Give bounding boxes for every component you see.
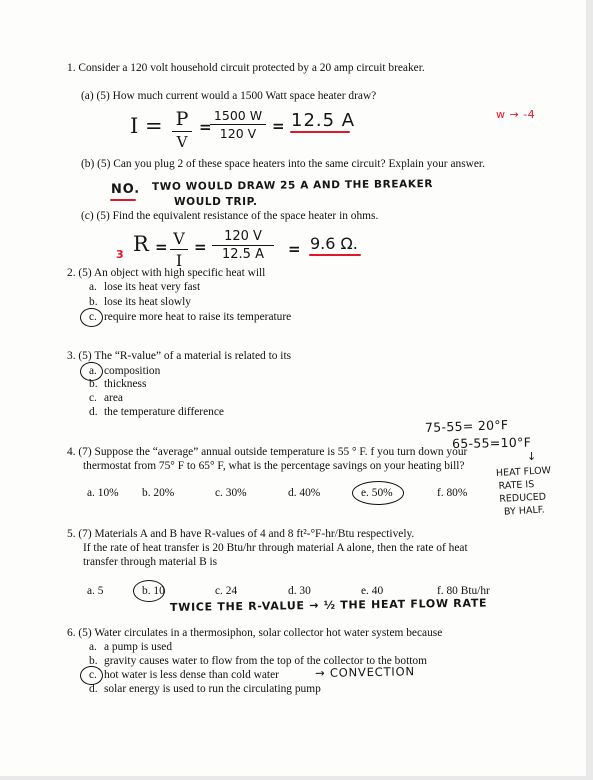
q2-option-b-text[interactable]: lose its heat slowly xyxy=(104,296,192,308)
q6-option-b-letter[interactable]: b. xyxy=(89,655,98,667)
q5-note: TWICE THE R-VALUE → ½ THE HEAT FLOW RATE xyxy=(169,596,488,614)
q2-selected-answer-circle xyxy=(80,308,103,327)
q4-option-a[interactable]: a. 10% xyxy=(87,487,119,499)
q1b-explanation-line1: TWO WOULD DRAW 25 A AND THE BREAKER xyxy=(151,178,434,193)
q4-stem-line2: thermostat from 75° F to 65° F, what is the percentage savings on your heating bill? xyxy=(83,460,465,472)
q1a-watts-over-volts xyxy=(210,108,266,141)
q6-option-a-letter[interactable]: a. xyxy=(89,641,97,653)
q1-stem: 1. Consider a 120 volt household circuit protected by a 20 amp circuit breaker. xyxy=(67,62,425,74)
q6-option-d-text[interactable]: solar energy is used to run the circulating pump xyxy=(104,683,321,695)
q4-selected-answer-circle xyxy=(352,481,404,505)
q2-option-c-text[interactable]: require more heat to raise its temperature xyxy=(104,311,292,323)
q1b-answer-no: NO. xyxy=(110,181,141,197)
q1c-resistance-symbol: R xyxy=(133,232,149,256)
q1c-answer: 9.6 Ω. xyxy=(310,234,358,253)
q5-option-c[interactable]: c. 24 xyxy=(215,585,238,597)
q1c-score-mark: 3 xyxy=(116,248,124,261)
q6-note: → CONVECTION xyxy=(314,664,415,680)
q3-option-b-text[interactable]: thickness xyxy=(104,378,147,390)
q1a-watts: 1500 W xyxy=(213,108,263,123)
q1c-voltage-symbol: V xyxy=(173,229,185,248)
q4-note-line4: BY HALF. xyxy=(503,504,545,518)
q1c-amps: 12.5 A xyxy=(222,247,264,262)
q1c-prompt: (c) (5) Find the equivalent resistance of the space heater in ohms. xyxy=(81,210,379,222)
q4-calc-line1: 75-55= 20°F xyxy=(424,417,509,435)
q1c-equals-2: = xyxy=(194,238,207,256)
q3-option-c-letter[interactable]: c. xyxy=(89,392,97,404)
q3-option-a-text[interactable]: composition xyxy=(104,365,161,377)
q4-note-line2: RATE IS xyxy=(498,479,535,492)
q5-option-b[interactable]: b. 10 xyxy=(142,585,165,597)
q1a-answer-underline xyxy=(290,131,350,133)
q4-option-c[interactable]: c. 30% xyxy=(215,487,247,499)
q1a-prompt: (a) (5) How much current would a 1500 Watt space heater draw? xyxy=(81,90,377,102)
q2-option-a-letter[interactable]: a. xyxy=(89,281,97,293)
q1c-volts: 120 V xyxy=(224,229,262,244)
q4-stem-line1: 4. (7) Suppose the “average” annual outside temperature is 55 ° F. f you turn down your xyxy=(67,446,468,458)
q4-note-line3: REDUCED xyxy=(499,491,547,505)
fraction-bar xyxy=(210,124,266,125)
q6-option-d-letter[interactable]: d. xyxy=(89,683,98,695)
q6-option-c-letter[interactable]: c. xyxy=(89,669,97,681)
q5-option-f[interactable]: f. 80 Btu/hr xyxy=(437,585,490,597)
q1c-current-symbol: I xyxy=(175,251,183,270)
q4-calc-line2: 65-55=10°F xyxy=(451,434,532,451)
q1a-answer: 12.5 A xyxy=(291,110,356,131)
q5-option-e[interactable]: e. 40 xyxy=(361,585,384,597)
q3-option-c-text[interactable]: area xyxy=(104,392,123,404)
q4-note xyxy=(496,464,554,519)
q4-option-d[interactable]: d. 40% xyxy=(288,487,321,499)
q1b-no-underline xyxy=(110,199,136,201)
q1a-power-over-voltage xyxy=(172,108,192,151)
q3-option-d-text[interactable]: the temperature difference xyxy=(104,406,224,418)
q2-option-c-letter[interactable]: c. xyxy=(89,311,97,323)
q6-option-c-text[interactable]: hot water is less dense than cold water xyxy=(104,669,279,681)
q5-stem-line3: transfer through material B is xyxy=(83,556,218,568)
q1b-prompt: (b) (5) Can you plug 2 of these space heaters into the same circuit? Explain your answer. xyxy=(81,158,485,170)
q1a-current-symbol: I = xyxy=(130,114,163,138)
q1a-equals: = xyxy=(199,118,212,136)
q3-option-d-letter[interactable]: d. xyxy=(89,406,98,418)
q3-option-b-letter[interactable]: b. xyxy=(89,378,98,390)
q1a-volts: 120 V xyxy=(219,126,257,141)
q1c-equals: = xyxy=(155,238,168,256)
q3-stem: 3. (5) The “R-value” of a material is related to its xyxy=(67,350,292,362)
q1c-v-over-i xyxy=(170,229,188,270)
q2-option-b-letter[interactable]: b. xyxy=(89,296,98,308)
q5-option-d[interactable]: d. 30 xyxy=(288,585,311,597)
q4-note-line1: HEAT FLOW xyxy=(495,465,552,480)
q1a-power-symbol: P xyxy=(175,108,189,130)
q5-option-a[interactable]: a. 5 xyxy=(87,585,104,597)
down-arrow-icon: ↓ xyxy=(527,450,537,463)
q3-option-a-letter[interactable]: a. xyxy=(89,365,97,377)
q1a-voltage-symbol: V xyxy=(176,133,188,151)
q4-option-b[interactable]: b. 20% xyxy=(142,487,175,499)
q1a-score-mark: w → -4 xyxy=(496,108,536,121)
q1c-answer-underline xyxy=(309,254,361,256)
q1a-equals-2: = xyxy=(272,117,285,135)
fraction-bar xyxy=(172,131,192,132)
q5-stem-line1: 5. (7) Materials A and B have R-values of 4 and 8 ft²-°F-hr/Btu respectively. xyxy=(67,528,415,540)
q2-option-a-text[interactable]: lose its heat very fast xyxy=(104,281,201,293)
q1b-explanation-line2: WOULD TRIP. xyxy=(174,196,258,208)
q4-option-f[interactable]: f. 80% xyxy=(437,487,468,499)
q1c-volts-over-amps xyxy=(212,229,274,262)
q1c-equals-3: = xyxy=(288,240,301,258)
q6-option-b-text[interactable]: gravity causes water to flow from the top of the collector to the bottom xyxy=(104,655,427,667)
q2-stem: 2. (5) An object with high specific heat will xyxy=(67,267,266,279)
fraction-bar xyxy=(212,245,274,246)
q6-option-a-text[interactable]: a pump is used xyxy=(104,641,173,653)
q6-stem: 6. (5) Water circulates in a thermosiphon, solar collector hot water system because xyxy=(67,627,443,639)
q5-stem-line2: If the rate of heat transfer is 20 Btu/hr through material A alone, then the rate of heat xyxy=(83,542,468,554)
fraction-bar xyxy=(170,249,188,250)
q5-selected-answer-circle xyxy=(133,580,165,602)
q4-option-e[interactable]: e. 50% xyxy=(361,487,393,499)
